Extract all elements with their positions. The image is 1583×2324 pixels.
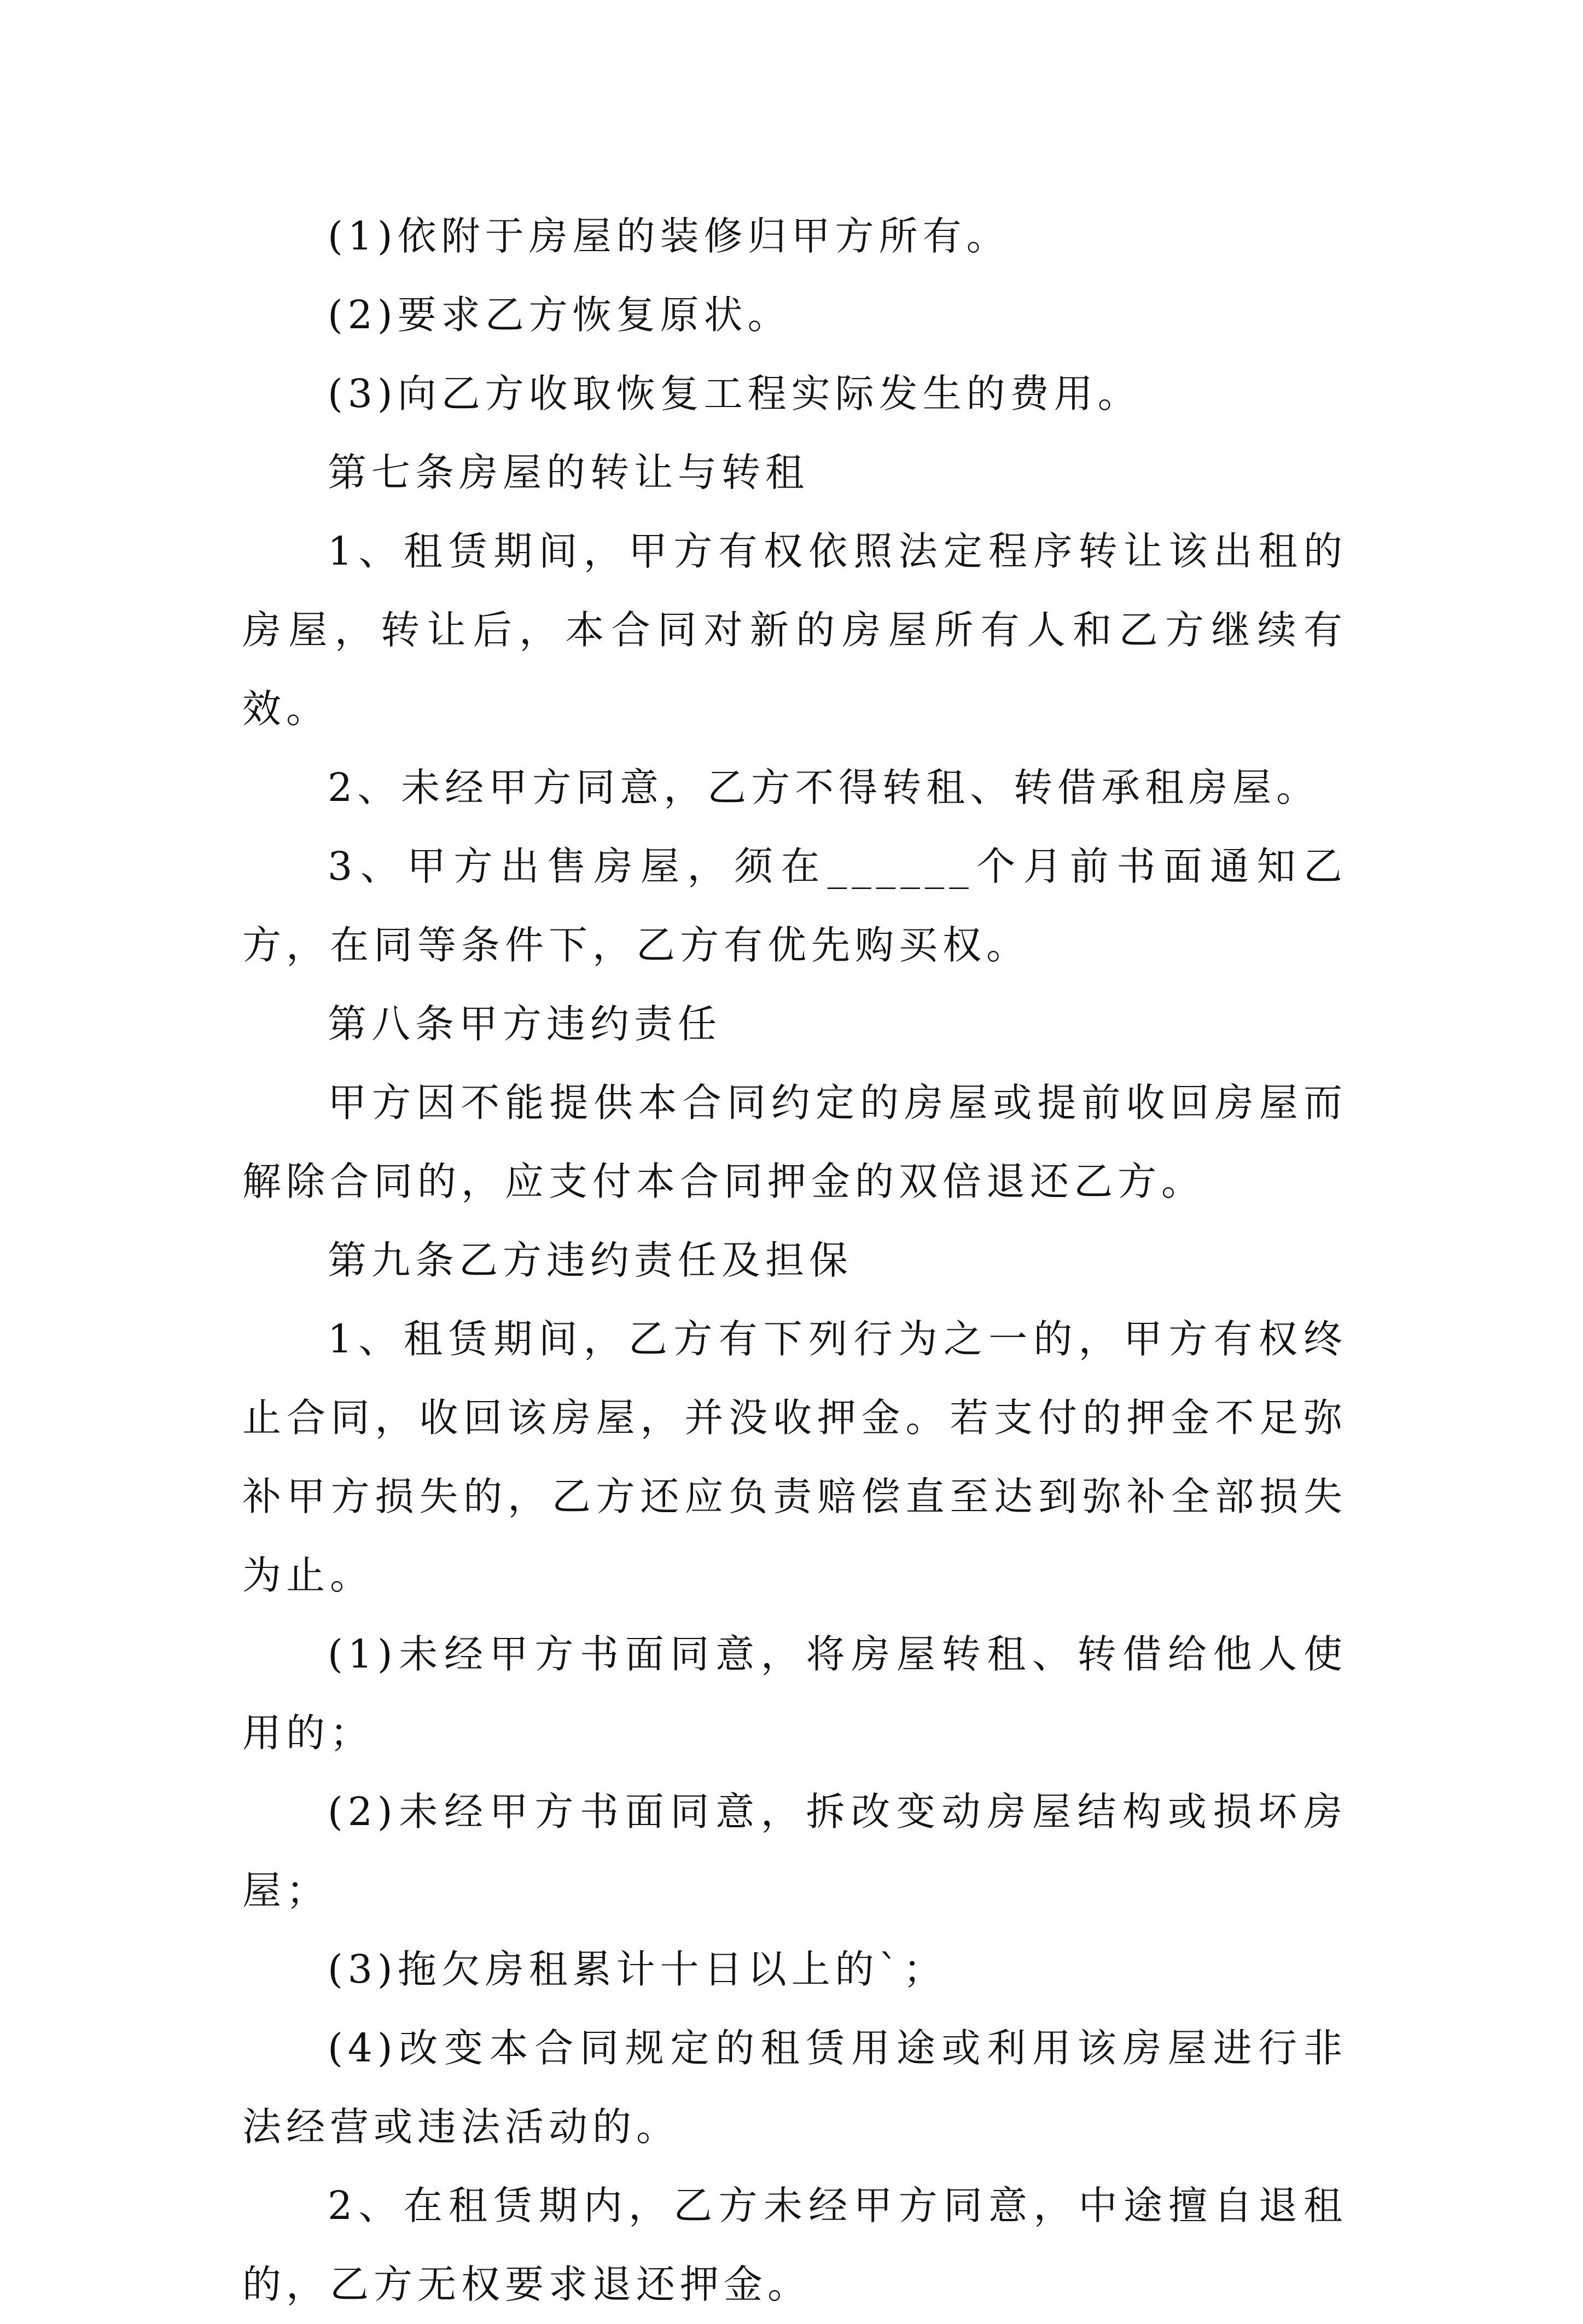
paragraph-no-sublease: 2、未经甲方同意，乙方不得转租、转借承租房屋。 (328, 765, 1320, 810)
section-heading-article-7: 第七条房屋的转让与转租 (328, 450, 810, 495)
paragraph-clause-3: (3)向乙方收取恢复工程实际发生的费用。 (328, 371, 1142, 416)
paragraph-sale-notice: 3、甲方出售房屋，须在______个月前书面通知乙方，在同等条件下，乙方有优先购买权。 (242, 844, 1347, 968)
paragraph-tenant-breach: 1、租赁期间，乙方有下列行为之一的，甲方有权终止合同，收回该房屋，并没收押金。若支付的押金不足弥补甲方损失的，乙方还应负责赔偿直至达到弥补全部损失为止。 (242, 1316, 1347, 1598)
paragraph-breach-item-2: (2)未经甲方书面同意，拆改变动房屋结构或损坏房屋； (242, 1789, 1347, 1913)
paragraph-clause-1: (1)依附于房屋的装修归甲方所有。 (328, 213, 1010, 259)
section-heading-article-8: 第八条甲方违约责任 (328, 1001, 722, 1047)
paragraph-breach-item-3: (3)拖欠房租累计十日以上的`； (328, 1947, 947, 1992)
section-heading-article-9: 第九条乙方违约责任及担保 (328, 1237, 853, 1283)
paragraph-clause-2: (2)要求乙方恢复原状。 (328, 292, 792, 338)
paragraph-early-termination: 2、在租赁期内，乙方未经甲方同意，中途擅自退租的，乙方无权要求退还押金。 (242, 2183, 1347, 2307)
paragraph-transfer-rights: 1、租赁期间，甲方有权依照法定程序转让该出租的房屋，转让后，本合同对新的房屋所有人和乙方继续有效。 (242, 528, 1347, 731)
document-body (242, 197, 1347, 2324)
paragraph-landlord-breach: 甲方因不能提供本合同约定的房屋或提前收回房屋而解除合同的，应支付本合同押金的双倍退还乙方。 (242, 1080, 1347, 1204)
paragraph-breach-item-4: (4)改变本合同规定的租赁用途或利用该房屋进行非法经营或违法活动的。 (242, 2025, 1347, 2149)
paragraph-breach-item-1: (1)未经甲方书面同意，将房屋转租、转借给他人使用的； (242, 1631, 1347, 1756)
